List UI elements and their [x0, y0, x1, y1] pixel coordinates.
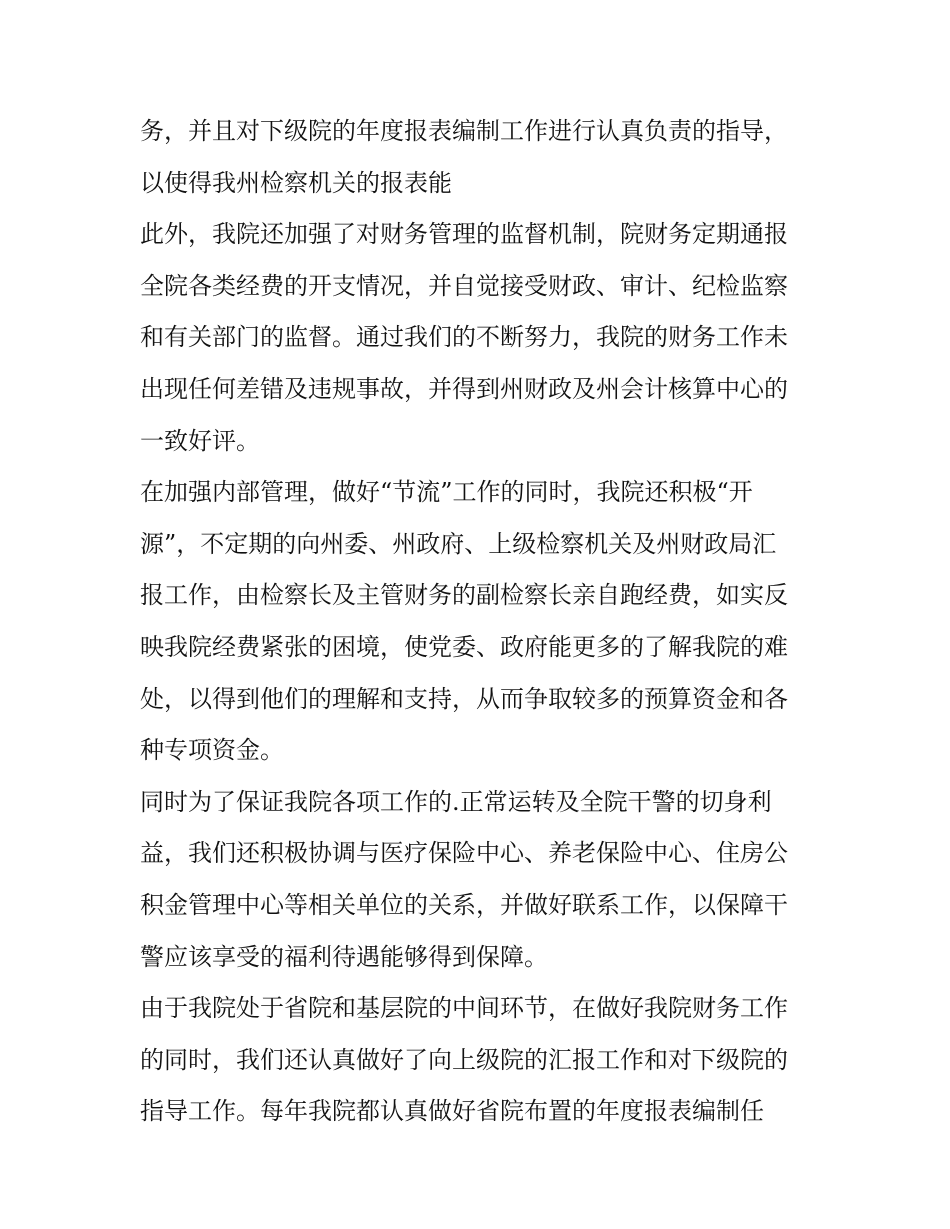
document-body [140, 106, 820, 1138]
text-line-2: 以使得我州检察机关的报表能 [140, 168, 452, 197]
text-line-13: 种专项资金。 [140, 736, 284, 765]
text-line-14: 同时为了保证我院各项工作的.正常运转及全院干警的切身利 [140, 787, 772, 816]
text-line-11: 映我院经费紧张的困境，使党委、政府能更多的了解我院的难 [140, 632, 788, 661]
text-line-17: 警应该享受的福利待遇能够得到保障。 [140, 942, 548, 971]
text-line-3: 此外，我院还加强了对财务管理的监督机制，院财务定期通报 [140, 220, 788, 249]
text-line-7: 一致好评。 [140, 426, 260, 455]
text-line-20: 指导工作。每年我院都认真做好省院布置的年度报表编制任 [140, 1097, 764, 1126]
text-line-12: 处，以得到他们的理解和支持，从而争取较多的预算资金和各 [140, 684, 788, 713]
text-line-5: 和有关部门的监督。通过我们的不断努力，我院的财务工作未 [140, 323, 788, 352]
text-line-16: 积金管理中心等相关单位的关系，并做好联系工作，以保障干 [140, 890, 788, 919]
text-line-6: 出现任何差错及违规事故，并得到州财政及州会计核算中心的 [140, 374, 788, 403]
text-line-18: 由于我院处于省院和基层院的中间环节，在做好我院财务工作 [140, 994, 788, 1023]
text-line-8: 在加强内部管理，做好“节流”工作的同时，我院还积极“开 [140, 478, 753, 507]
text-line-10: 报工作，由检察长及主管财务的副检察长亲自跑经费，如实反 [140, 581, 788, 610]
text-line-15: 益，我们还积极协调与医疗保险中心、养老保险中心、住房公 [140, 839, 788, 868]
text-line-19: 的同时，我们还认真做好了向上级院的汇报工作和对下级院的 [140, 1045, 788, 1074]
text-line-4: 全院各类经费的开支情况，并自觉接受财政、审计、纪检监察 [140, 271, 788, 300]
text-line-9: 源”，不定期的向州委、州政府、上级检察机关及州财政局汇 [140, 529, 777, 558]
text-line-1: 务，并且对下级院的年度报表编制工作进行认真负责的指导， [140, 117, 788, 145]
